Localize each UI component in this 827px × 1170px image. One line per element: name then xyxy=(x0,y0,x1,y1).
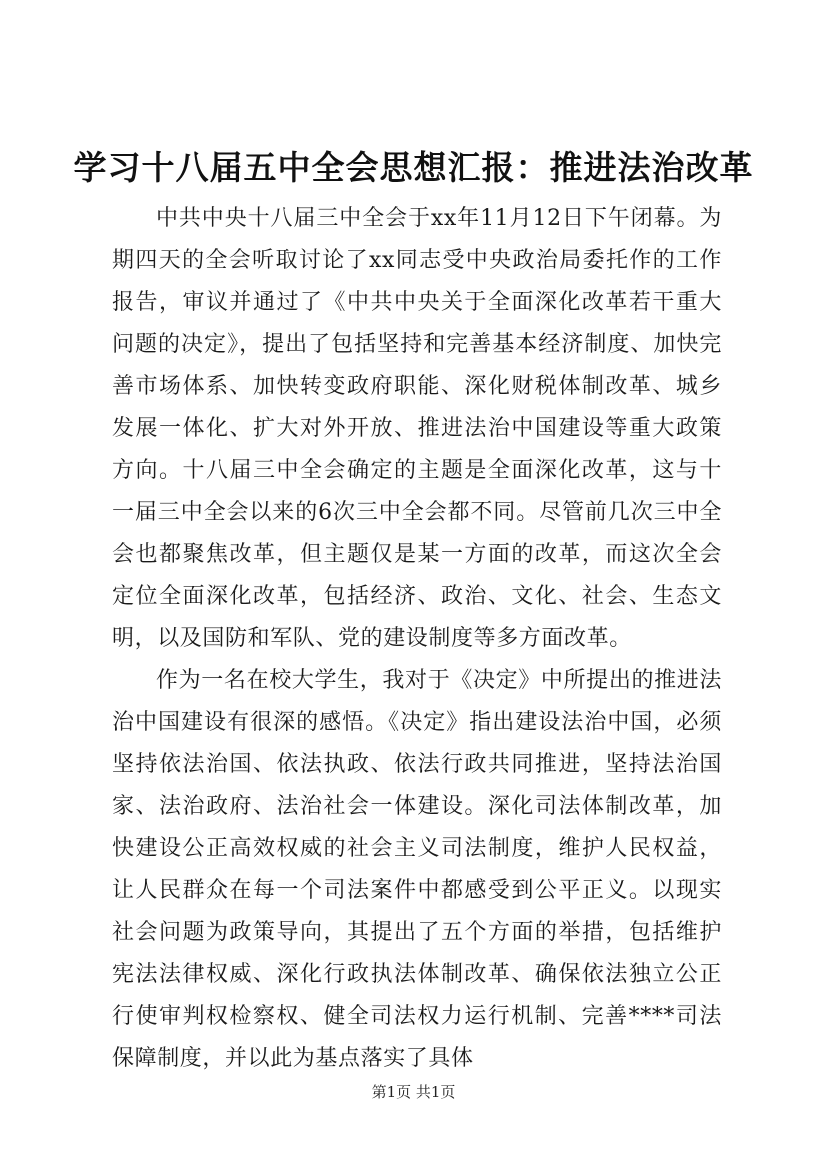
document-title: 学习十八届五中全会思想汇报：推进法治改革 xyxy=(73,148,754,187)
document-body xyxy=(112,198,722,1080)
paragraph: 中共中央十八届三中全会于xx年11月12日下午闭幕。为期四天的全会听取讨论了xx同志受中央政治局委托作的工作报告，审议并通过了《中共中央关于全面深化改革若干重大问题的决定》，提出了包括坚持和完善基本经济制度、加快完善市场体系、加快转变政府职能、深化财税体制改革、城乡发展一体化、扩大对外开放、推进法治中国建设等重大政策方向。十八届三中全会确定的主题是全面深化改革，这与十一届三中全会以来的6次三中全会都不同。尽管前几次三中全会也都聚焦改革，但主题仅是某一方面的改革，而这次全会定位全面深化改革，包括经济、政治、文化、社会、生态文明，以及国防和军队、党的建设制度等多方面改革。 xyxy=(112,206,722,651)
paragraph: 作为一名在校大学生，我对于《决定》中所提出的推进法治中国建设有很深的感悟。《决定》指出建设法治中国，必须坚持依法治国、依法执政、依法行政共同推进，坚持法治国家、法治政府、法治社会一体建设。深化司法体制改革，加快建设公正高效权威的社会主义司法制度，维护人民权益，让人民群众在每一个司法案件中都感受到公平正义。以现实社会问题为政策导向，其提出了五个方面的举措，包括维护宪法法律权威、深化行政执法体制改革、确保依法独立公正行使审判权检察权、健全司法权力运行机制、完善****司法保障制度，并以此为基点落实了具体 xyxy=(112,668,722,1071)
page-number-footer: 第1页 共1页 xyxy=(371,1083,456,1101)
